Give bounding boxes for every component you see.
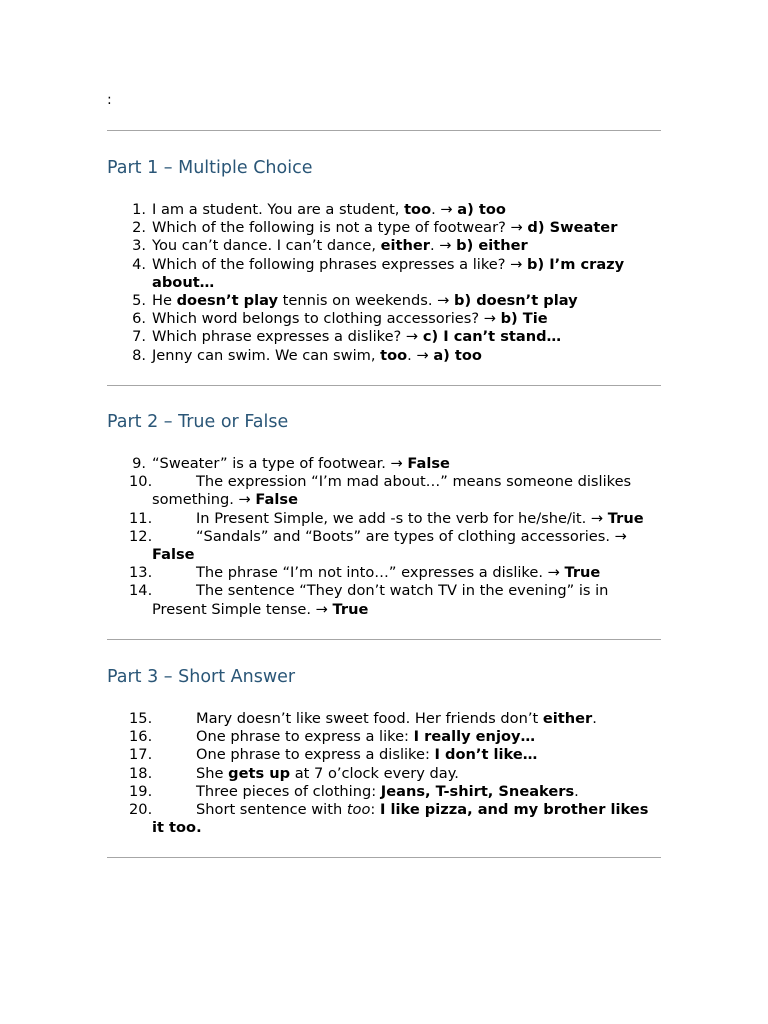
question-segment: tennis on weekends. →: [278, 292, 455, 310]
question-segment: Which of the following phrases expresses a like? →: [152, 255, 528, 273]
question-text: [152, 728, 535, 745]
question-segment: Jenny can swim. We can swim,: [152, 346, 381, 364]
question-number: 8.: [132, 346, 146, 364]
question-number: 11.: [129, 509, 153, 527]
question-segment: . →: [431, 201, 458, 218]
question-segment: :: [370, 801, 380, 819]
question-number: 10.: [129, 473, 153, 491]
question-item: [107, 510, 661, 528]
answer-text: a) too: [457, 201, 506, 218]
part1-title: Part 1 – Multiple Choice: [107, 158, 313, 178]
question-item: [107, 801, 661, 837]
question-number: 12.: [129, 527, 153, 545]
answer-text: b) either: [456, 237, 528, 255]
question-text: [152, 765, 459, 782]
divider: [107, 857, 661, 858]
question-item: [107, 746, 661, 764]
divider: [107, 130, 661, 131]
part2-title: Part 2 – True or False: [107, 412, 289, 432]
answer-text: b) Tie: [500, 310, 548, 328]
question-text: [152, 455, 450, 472]
question-segment: The sentence “They don’t watch TV in the evening” is in Present Simple tense. →: [152, 582, 609, 618]
question-item: [107, 347, 661, 365]
question-number: 1.: [132, 201, 146, 218]
question-segment: In Present Simple, we add -s to the verb for he/she/it. →: [196, 509, 608, 527]
question-segment: Which word belongs to clothing accessories? →: [152, 310, 501, 328]
question-segment: .: [574, 782, 579, 800]
answer-text: either: [542, 710, 593, 727]
question-number: 4.: [132, 255, 146, 273]
answer-text: c) I can’t stand…: [422, 328, 562, 346]
question-item: [107, 564, 661, 582]
question-number: 6.: [132, 310, 146, 328]
question-text: [152, 510, 644, 527]
question-text: [152, 564, 600, 581]
question-number: 20.: [129, 801, 153, 819]
question-text: [152, 801, 648, 836]
question-item: [107, 582, 661, 618]
question-text: [152, 237, 528, 254]
question-item: [107, 237, 661, 255]
question-segment: . →: [430, 237, 457, 255]
question-segment: The phrase “I’m not into…” expresses a dislike. →: [196, 564, 565, 582]
question-number: 3.: [132, 237, 146, 255]
answer-text: d) Sweater: [527, 219, 618, 237]
leading-colon: :: [107, 92, 112, 108]
question-item: [107, 783, 661, 801]
question-segment: at 7 o’clock every day.: [290, 764, 459, 782]
answer-text: I really enjoy…: [413, 728, 536, 746]
answer-text: doesn’t play: [176, 292, 279, 310]
question-number: 13.: [129, 564, 153, 582]
question-text: [152, 528, 627, 563]
answer-text: b) doesn’t play: [454, 292, 578, 310]
question-segment: too: [346, 801, 371, 819]
question-number: 16.: [129, 728, 153, 746]
question-text: [152, 473, 631, 508]
answer-text: a) too: [433, 346, 482, 364]
answer-text: False: [255, 491, 298, 509]
answer-text: either: [380, 237, 431, 255]
question-segment: Mary doesn’t like sweet food. Her friends don’t: [196, 710, 543, 727]
question-segment: The expression “I’m mad about…” means someone dislikes something. →: [152, 473, 632, 509]
divider: [107, 639, 661, 640]
question-item: [107, 473, 661, 509]
question-item: [107, 292, 661, 310]
question-item: [107, 201, 661, 219]
question-number: 5.: [132, 292, 146, 310]
question-segment: .: [592, 710, 597, 727]
question-text: [152, 292, 578, 309]
question-text: [152, 710, 597, 727]
question-segment: Short sentence with: [196, 801, 347, 819]
question-segment: One phrase to express a dislike:: [196, 746, 435, 764]
part2-questions: [107, 455, 661, 619]
question-segment: “Sandals” and “Boots” are types of clothing accessories. →: [196, 527, 627, 545]
question-segment: I am a student. You are a student,: [152, 201, 405, 218]
question-segment: “Sweater” is a type of footwear. →: [152, 455, 408, 472]
answer-text: too: [380, 346, 408, 364]
answer-text: True: [607, 509, 644, 527]
answer-text: True: [332, 600, 369, 618]
question-number: 15.: [129, 710, 153, 727]
part3-title: Part 3 – Short Answer: [107, 667, 296, 687]
question-number: 2.: [132, 219, 146, 237]
answer-text: Jeans, T-shirt, Sneakers: [380, 782, 575, 800]
part1-questions: [107, 201, 661, 365]
answer-text: False: [152, 546, 195, 564]
question-item: [107, 219, 661, 237]
question-item: [107, 310, 661, 328]
question-text: [152, 310, 548, 327]
question-number: 14.: [129, 582, 153, 600]
question-item: [107, 765, 661, 783]
question-segment: He: [152, 292, 177, 310]
question-text: [152, 347, 482, 364]
answer-text: b) I’m crazy about…: [152, 255, 625, 291]
question-number: 9.: [132, 455, 146, 472]
question-text: [152, 219, 617, 236]
question-segment: Three pieces of clothing:: [196, 782, 381, 800]
question-text: [152, 783, 579, 800]
question-item: [107, 256, 661, 292]
question-number: 18.: [129, 764, 153, 782]
answer-text: I don’t like…: [434, 746, 538, 764]
divider: [107, 385, 661, 386]
question-number: 19.: [129, 782, 153, 800]
question-text: [152, 328, 561, 345]
question-segment: She: [196, 764, 229, 782]
question-item: [107, 455, 661, 473]
answer-text: True: [564, 564, 601, 582]
question-segment: You can’t dance. I can’t dance,: [152, 237, 381, 255]
answer-text: False: [407, 455, 450, 472]
question-segment: Which of the following is not a type of footwear? →: [152, 219, 528, 237]
question-item: [107, 328, 661, 346]
question-segment: One phrase to express a like:: [196, 728, 414, 746]
question-number: 17.: [129, 746, 153, 764]
answer-text: gets up: [228, 764, 291, 782]
part3-questions: [107, 710, 661, 837]
question-text: [152, 201, 506, 218]
question-item: [107, 710, 661, 728]
question-item: [107, 528, 661, 564]
question-item: [107, 728, 661, 746]
question-text: [152, 582, 608, 617]
answer-text: I like pizza, and my brother likes it too.: [152, 801, 649, 837]
question-number: 7.: [132, 328, 146, 346]
question-text: [152, 746, 537, 763]
question-text: [152, 256, 624, 291]
question-segment: Which phrase expresses a dislike? →: [152, 328, 423, 346]
question-segment: . →: [407, 346, 434, 364]
answer-text: too: [404, 201, 432, 218]
